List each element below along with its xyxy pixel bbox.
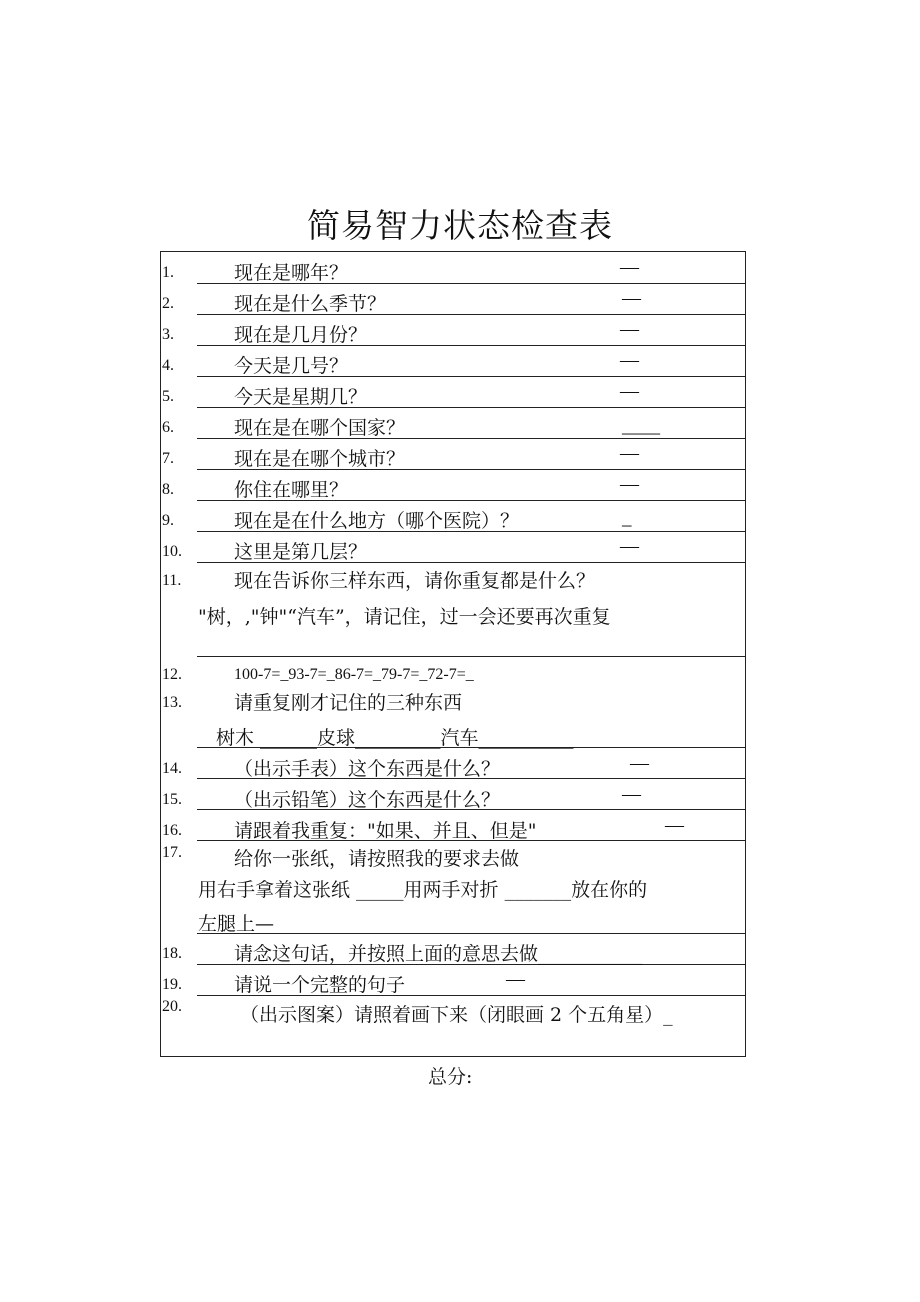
answer-blank[interactable]: —	[620, 257, 639, 278]
answer-blank[interactable]: —	[622, 784, 641, 805]
question-text-line2[interactable]: 树木 ______皮球_________汽车__________	[216, 727, 574, 749]
answer-blank[interactable]: —	[620, 536, 639, 557]
question-text[interactable]: 请念这句话，并按照上面的意思去做___________	[234, 943, 643, 965]
answer-blank[interactable]: _	[622, 508, 632, 529]
item-number: 9.	[162, 512, 174, 529]
item-number: 17.	[162, 844, 182, 861]
answer-blank[interactable]: —	[620, 319, 639, 340]
item-number: 16.	[162, 822, 182, 839]
question-text[interactable]: （出示图案）请照着画下来（闭眼画 2 个五角星）_	[240, 1004, 673, 1026]
question-text: （出示手表）这个东西是什么？	[234, 758, 501, 780]
question-text-line2[interactable]: 用右手拿着这张纸 _____用两手对折 _______放在你的	[198, 879, 648, 901]
answer-blank[interactable]: —	[506, 969, 525, 990]
answer-blank[interactable]: —	[622, 288, 641, 309]
question-text: 请跟着我重复："如果、并且、但是"	[234, 820, 537, 842]
item-number: 5.	[162, 388, 174, 405]
question-text: 今天是几号？	[234, 355, 349, 377]
item-number: 20.	[162, 998, 182, 1015]
question-text: 给你一张纸，请按照我的要求去做	[234, 848, 520, 870]
question-text: 这里是第几层？	[234, 541, 368, 563]
item-number: 12.	[162, 666, 182, 683]
item-number: 3.	[162, 326, 174, 343]
question-text: 你住在哪里？	[234, 479, 349, 501]
question-text: （出示铅笔）这个东西是什么？	[234, 789, 501, 811]
item-number: 19.	[162, 976, 182, 993]
item-number: 11.	[162, 572, 182, 589]
answer-blank[interactable]: —	[665, 815, 684, 836]
item-number: 1.	[162, 264, 174, 281]
item-number: 13.	[162, 694, 182, 711]
question-text: 现在是什么季节？	[234, 293, 387, 315]
item-number: 7.	[162, 450, 174, 467]
question-text: 今天是星期几？	[234, 386, 368, 408]
answer-blank[interactable]: —	[620, 350, 639, 371]
answer-blank[interactable]: —	[620, 474, 639, 495]
answer-blank[interactable]: —	[620, 443, 639, 464]
answer-blank[interactable]: —	[620, 381, 639, 402]
question-text-line3[interactable]: 左腿上—	[198, 913, 275, 935]
total-score-label: 总分:	[428, 1066, 473, 1088]
item-number: 18.	[162, 945, 182, 962]
question-text-line2: "树，,"钟"“汽车”，请记住，过一会还要再次重复	[198, 606, 611, 628]
form-title: 简易智力状态检查表	[307, 206, 613, 245]
row-divider	[197, 656, 746, 657]
item-number: 6.	[162, 419, 174, 436]
question-text: 请说一个完整的句子	[234, 974, 406, 996]
question-text: 现在是几月份？	[234, 324, 368, 346]
item-number: 2.	[162, 295, 174, 312]
question-text: 请重复刚才记住的三种东西	[234, 692, 463, 714]
question-text: 现在是在哪个国家？	[234, 417, 406, 439]
question-text[interactable]: 100-7=_93-7=_86-7=_79-7=_72-7=_	[234, 666, 474, 683]
answer-blank[interactable]: —	[630, 753, 649, 774]
question-text: 现在是在什么地方（哪个医院）？	[234, 510, 520, 532]
question-text: 现在是在哪个城市？	[234, 448, 406, 470]
answer-blank[interactable]: ____	[622, 416, 660, 437]
item-number: 10.	[162, 543, 182, 560]
item-number: 14.	[162, 760, 182, 777]
row-divider	[197, 933, 746, 934]
question-text: 现在是哪年？	[234, 262, 349, 284]
item-number: 15.	[162, 791, 182, 808]
question-text: 现在告诉你三样东西，请你重复都是什么？	[234, 570, 596, 592]
item-number: 4.	[162, 357, 174, 374]
item-number: 8.	[162, 481, 174, 498]
